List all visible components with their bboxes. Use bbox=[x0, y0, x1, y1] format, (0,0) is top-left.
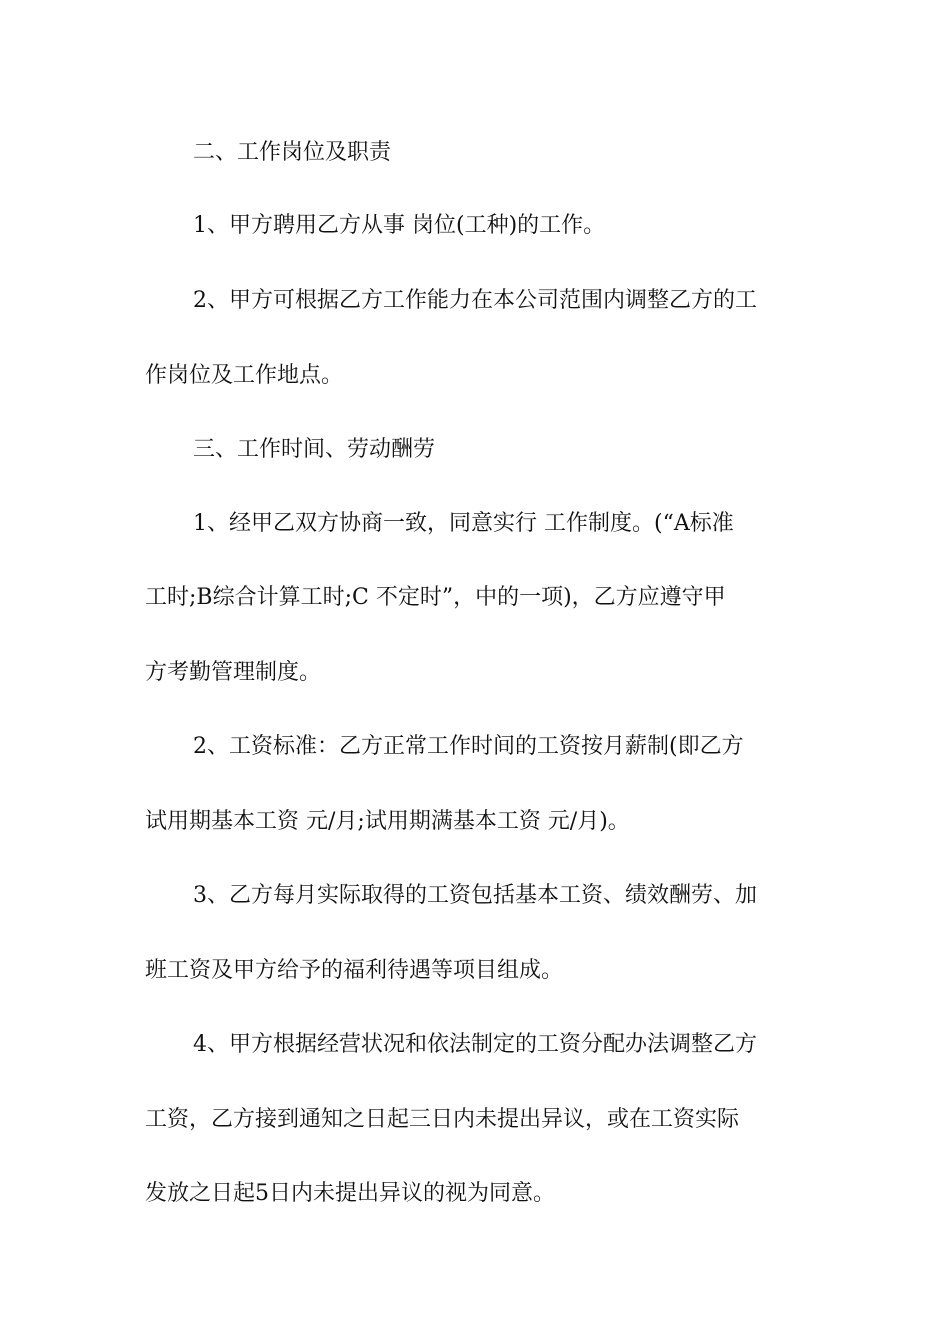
paragraph-line: 1、甲方聘用乙方从事 岗位(工种)的工作。 bbox=[193, 213, 606, 238]
paragraph-line: 方考勤管理制度。 bbox=[145, 660, 322, 685]
paragraph-line: 4、甲方根据经营状况和依法制定的工资分配办法调整乙方 bbox=[193, 1032, 757, 1057]
paragraph-line: 工时;B综合计算工时;C 不定时”，中的一项)，乙方应遵守甲 bbox=[145, 585, 726, 610]
section-heading-job-duties: 二、工作岗位及职责 bbox=[193, 140, 392, 165]
section-heading-work-time-pay: 三、工作时间、劳动酬劳 bbox=[193, 437, 436, 462]
paragraph-line: 工资，乙方接到通知之日起三日内未提出异议，或在工资实际 bbox=[145, 1107, 740, 1132]
paragraph-line: 作岗位及工作地点。 bbox=[145, 363, 344, 388]
paragraph-line: 1、经甲乙双方协商一致，同意实行 工作制度。(“A标准 bbox=[193, 511, 734, 536]
paragraph-line: 2、甲方可根据乙方工作能力在本公司范围内调整乙方的工 bbox=[193, 288, 757, 313]
paragraph-line: 2、工资标准：乙方正常工作时间的工资按月薪制(即乙方 bbox=[193, 734, 744, 759]
paragraph-line: 3、乙方每月实际取得的工资包括基本工资、绩效酬劳、加 bbox=[193, 883, 757, 908]
paragraph-line: 班工资及甲方给予的福利待遇等项目组成。 bbox=[145, 958, 564, 983]
paragraph-line: 试用期基本工资 元/月;试用期满基本工资 元/月)。 bbox=[145, 809, 630, 834]
paragraph-line: 发放之日起5日内未提出异议的视为同意。 bbox=[145, 1181, 555, 1206]
